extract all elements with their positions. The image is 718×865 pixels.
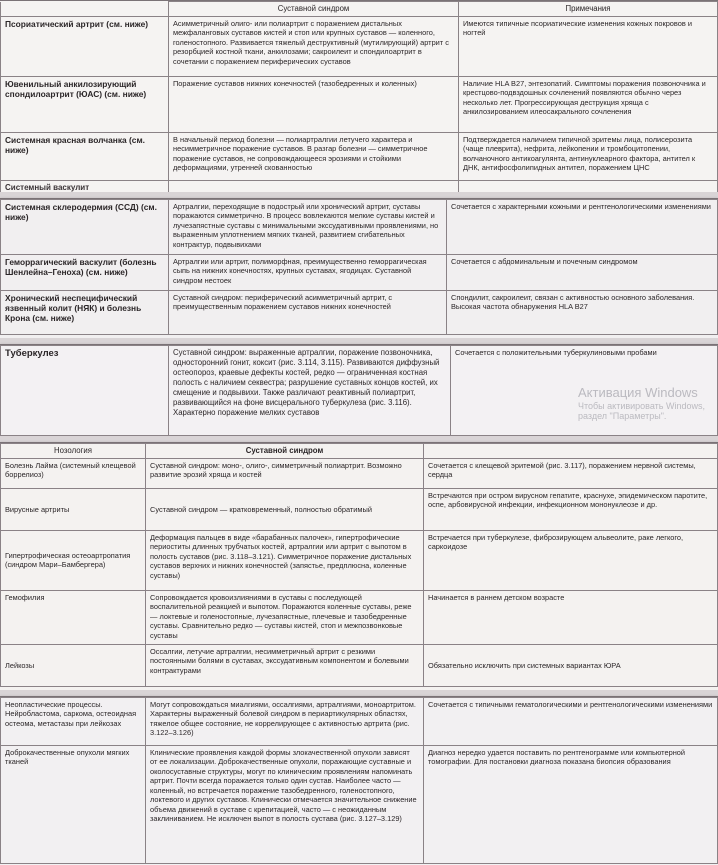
nosology-cell: Доброкачественные опухоли мягких тканей (1, 746, 146, 864)
nosology-cell-cut: Системный васкулит (1, 180, 169, 194)
table (0, 199, 718, 335)
notes-cell: Обязательно исключить при системных вариантах ЮРА (424, 644, 718, 686)
windows-activation-watermark: Активация Windows Чтобы активировать Windows, раздел "Параметры". (578, 385, 705, 422)
nosology-cell: Псориатический артрит (см. ниже) (1, 16, 169, 76)
nosology-cell: Туберкулез (1, 346, 169, 436)
table (0, 1, 718, 194)
table (0, 443, 718, 687)
table-fragment-4 (0, 442, 718, 692)
notes-cell: Сочетается с клещевой эритемой (рис. 3.117), поражением нервной системы, сердца (424, 458, 718, 488)
table-row (1, 530, 718, 590)
notes-cell: Диагноз нередко удается поставить по рентгенограмме или компьютерной томографии. Для постановки диагноза показана биопсия образования (424, 746, 718, 864)
table-row (1, 644, 718, 686)
table-row (1, 76, 718, 132)
table-row (1, 488, 718, 530)
syndrome-cell: Суставной синдром: выраженные артралгии, поражение позвоночника, односторонний гонит, коксит (рис. 3.114, 3.115). Развиваются диффузный остеопороз, краевые дефекты костей, редко — ограниченная костная полость с наличием секвестра; разрушение суставных концов костей, их смещение и подвывихи. Также различают реактивный полиартрит, развивающийся на фоне висцерального туберкулеза (рис. 3.116). Характерно поражение мелких суставов (169, 346, 451, 436)
nosology-cell: Гипертрофическая остеоартропатия (синдром Мари–Бамбергера) (1, 530, 146, 590)
table-fragment-3 (0, 344, 718, 438)
notes-cell: Подтверждается наличием типичной эритемы лица, полисерозита (чаще плеврита), нефрита, лейкопении и тромбоцитопении, волчаночного антикоагулянта, антинуклеарного фактора, антител к ДНК, антифосфолипидных антител, поражением ЦНС (459, 132, 718, 180)
table-row (1, 590, 718, 644)
table-row (1, 132, 718, 180)
syndrome-cell: Сопровождается кровоизлияниями в суставы с последующей воспалительной реакцией и выпотом. Поражаются коленные суставы, реже — локтевые и голеностопные, лучезапястные, плечевые и тазобедренные суставы. Сравнительно редко — суставы кистей, стоп и межпозвонковые суставы (146, 590, 424, 644)
syndrome-cell: Артралгии, переходящие в подострый или хронический артрит, суставы поражаются симметрично. В процесс вовлекаются мелкие суставы кистей и лучезапястные суставы с минимальными экссудативными проявлениями, но выраженным уплотнением мягких тканей, развитием сгибательных контрактур, подвывихами (169, 200, 447, 255)
table-row (1, 698, 718, 746)
table-row (1, 200, 718, 255)
table-row (1, 291, 718, 335)
syndrome-cell: Суставной синдром: периферический асимметричный артрит, с преимущественным поражением суставов нижних конечностей (169, 291, 447, 335)
syndrome-cell: Оссалгии, летучие артралгии, несимметричный артрит с резкими постоянными болями в суставах, экссудативным компонентом и болевыми контрактурами (146, 644, 424, 686)
nosology-cell: Лейкозы (1, 644, 146, 686)
notes-cell: Сочетается с положительными туберкулиновыми пробами (451, 346, 718, 436)
column-header-syndrome: Суставной синдром (169, 2, 459, 17)
syndrome-cell: Суставной синдром: моно-, олиго-, симметричный полиартрит. Возможно развитие эрозий хряща и костей (146, 458, 424, 488)
nosology-cell: Болезнь Лайма (системный клещевой боррелиоз) (1, 458, 146, 488)
table-header-row (1, 444, 718, 459)
nosology-cell: Системная красная волчанка (см. ниже) (1, 132, 169, 180)
notes-cell: Сочетается с характерными кожными и рентгенологическими изменениями (447, 200, 718, 255)
column-header-notes-blank (424, 444, 718, 459)
table-row (1, 16, 718, 76)
table-fragment-5 (0, 696, 718, 865)
nosology-cell: Вирусные артриты (1, 488, 146, 530)
syndrome-cell: В начальный период болезни — полиартралгии летучего характера и несимметричное поражение суставов. В разгар болезни — симметричное поражение суставов, не сопровождающееся эрозиями и стойкими деформациями, утренней скованностью (169, 132, 459, 180)
syndrome-cell: Могут сопровождаться миалгиями, оссалгиями, артралгиями, моноартритом. Характерны выраженный болевой синдром в периартикулярных областях, тяжелое общее состояние, не коррелирующее с активностью артрита (рис. 3.122–3.126) (146, 698, 424, 746)
notes-cell: Спондилит, сакроилеит, связан с активностью основного заболевания. Высокая частота обнаружения HLA B27 (447, 291, 718, 335)
notes-cell: Наличие HLA B27, энтезопатий. Симптомы поражения позвоночника и крестцово-подвздошных сочленений появляются обычно через несколько лет. Прогрессирующая деструкция хряща с анкилозированием илеосакрального сочленения (459, 76, 718, 132)
notes-cell: Сочетается с абдоминальным и почечным синдромом (447, 255, 718, 291)
nosology-cell: Системная склеродермия (ССД) (см. ниже) (1, 200, 169, 255)
table-header-row (1, 2, 718, 17)
table-row (1, 746, 718, 864)
notes-cell: Сочетается с типичными гематологическими и рентгенологическими изменениями (424, 698, 718, 746)
nosology-cell: Гемофилия (1, 590, 146, 644)
syndrome-cell: Клинические проявления каждой формы злокачественной опухоли зависят от ее локализации. Доброкачественные опухоли, поражающие суставные и околосуставные структуры, могут по клиническим проявлениям напоминать артрит. Почти всегда поражается только один сустав. Наиболее часто — коленный, но встречается поражение тазобедренного, голеностопного, локтевого и других суставов. Клинически отмечается значительное снижение объема движений в суставе с крепитацией, часто — с неожиданным заклиниванием. Не исключен выпот в полость сустава (рис. 3.127–3.129) (146, 746, 424, 864)
nosology-cell: Неопластические процессы. Нейробластома, саркома, остеоидная остеома, метастазы при лейкозах (1, 698, 146, 746)
syndrome-cell: Деформация пальцев в виде «барабанных палочек», гипертрофические периоститы длинных трубчатых костей, артралгии или артрит с выпотом в полость суставов (рис. 3.118–3.121). Симметричное поражение дистальных суставов верхних и нижних конечностей (запястье, предплюсна, коленные суставы) (146, 530, 424, 590)
syndrome-cell: Асимметричный олиго- или полиартрит с поражением дистальных межфаланговых суставов кистей и стоп или крупных суставов — коленного, голеностопного. Развивается тяжелый деструктивный (мутилирующий) артрит с резорбцией костной ткани, анкилозами; сакроилеит и спондилоартрит в сочетании с поражением периферических суставов (169, 16, 459, 76)
notes-cell: Встречается при туберкулезе, фиброзирующем альвеолите, раке легкого, саркоидозе (424, 530, 718, 590)
column-header-blank (1, 2, 169, 17)
table-row (1, 458, 718, 488)
table-row (1, 255, 718, 291)
notes-cell: Начинается в раннем детском возрасте (424, 590, 718, 644)
syndrome-cell: Суставной синдром — кратковременный, полностью обратимый (146, 488, 424, 530)
table (0, 697, 718, 864)
column-header-notes: Примечания (459, 2, 718, 17)
table-fragment-1 (0, 0, 718, 194)
table-fragment-2 (0, 198, 718, 340)
notes-cell: Имеются типичные псориатические изменения кожных покровов и ногтей (459, 16, 718, 76)
syndrome-cell: Артралгии или артрит, полиморфная, преимущественно геморрагическая сыпь на нижних конечностях, крупных суставах, ягодицах. Суставной синдром нестоек (169, 255, 447, 291)
column-header-nosology: Нозология (1, 444, 146, 459)
nosology-cell: Хронический неспецифический язвенный колит (НЯК) и болезнь Крона (см. ниже) (1, 291, 169, 335)
nosology-cell: Ювенильный анкилозирующий спондилоартрит (ЮАС) (см. ниже) (1, 76, 169, 132)
syndrome-cell: Поражение суставов нижних конечностей (тазобедренных и коленных) (169, 76, 459, 132)
notes-cell: Встречаются при остром вирусном гепатите, краснухе, эпидемическом паротите, оспе, арбовирусной инфекции, инфекционном мононуклеозе и др. (424, 488, 718, 530)
column-header-syndrome: Суставной синдром (146, 444, 424, 459)
nosology-cell: Геморрагический васкулит (болезнь Шенлейна–Геноха) (см. ниже) (1, 255, 169, 291)
